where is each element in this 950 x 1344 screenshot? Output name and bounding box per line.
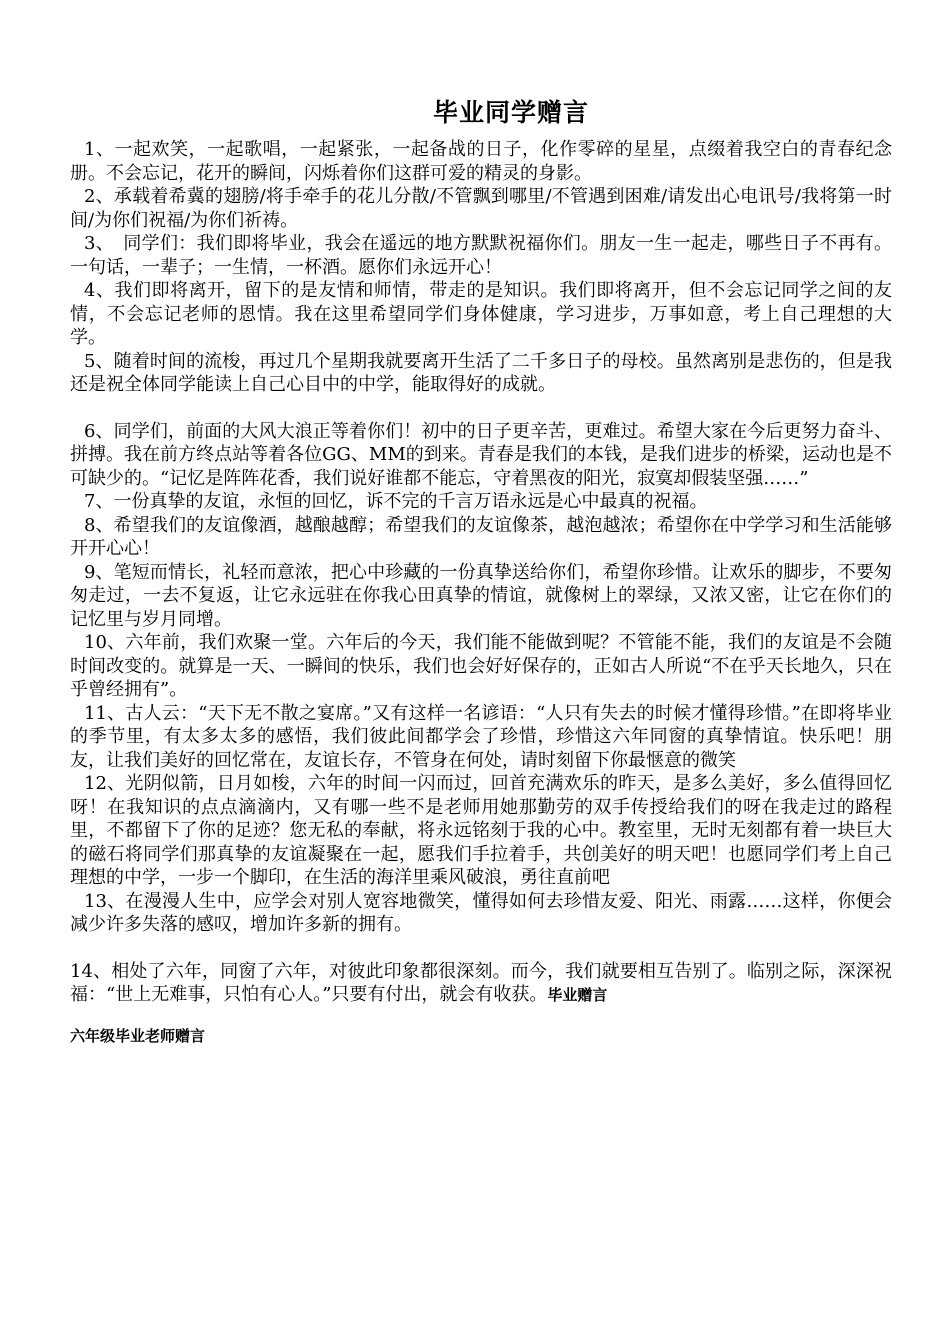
paragraph-6: 6、同学们，前面的大风大浪正等着你们！初中的日子更辛苦，更难过。希望大家在今后更努力奋斗、拼搏。我在前方终点站等着各位GG、MM的到来。青春是我们的本钱，是我们进步的桥梁，运动也是不可缺少的。“记忆是阵阵花香，我们说好谁都不能忘，守着黑夜的阳光，寂寞却假装坚强……” (70, 420, 892, 489)
document-title: 毕业同学赠言 (432, 98, 589, 127)
paragraph-12: 12、光阴似箭，日月如梭，六年的时间一闪而过，回首充满欢乐的昨天，是多么美好，多么值得回忆呀！在我知识的点点滴滴内，又有哪一些不是老师用她那勤劳的双手传授给我们的呀在我走过的路程里，不都留下了你的足迹？您无私的奉献，将永远铭刻于我的心中。教室里，无时无刻都有着一块巨大的磁石将同学们那真挚的友谊凝聚在一起，愿我们手拉着手，共创美好的明天吧！也愿同学们考上自己理想的中学，一步一个脚印，在生活的海洋里乘风破浪，勇往直前吧 (70, 773, 892, 888)
paragraph-8: 8、希望我们的友谊像酒，越酿越醇；希望我们的友谊像茶，越泡越浓；希望你在中学学习和生活能够开开心心！ (70, 514, 892, 559)
paragraph-14-text: 14、相处了六年，同窗了六年，对彼此印象都很深刻。而今，我们就要相互告别了。临别之际，深深祝福：“世上无难事，只怕有心人。”只要有付出，就会有收获。 (70, 960, 892, 1005)
paragraph-2: 2、承载着希冀的翅膀/将手牵手的花儿分散/不管飘到哪里/不管遇到困难/请发出心电讯号/我将第一时间/为你们祝福/为你们祈祷。 (70, 186, 892, 231)
footer-link-teacher-messages[interactable]: 六年级毕业老师赠言 (70, 1026, 206, 1045)
paragraph-5: 5、随着时间的流梭，再过几个星期我就要离开生活了二千多日子的母校。虽然离别是悲伤的，但是我还是祝全体同学能读上自己心目中的中学，能取得好的成就。 (70, 350, 892, 395)
paragraph-4: 4、我们即将离开，留下的是友情和师情，带走的是知识。我们即将离开，但不会忘记同学之间的友情，不会忘记老师的恩情。我在这里希望同学们身体健康，学习进步，万事如意，考上自己理想的大学。 (70, 280, 892, 348)
paragraph-spacer (70, 937, 892, 960)
paragraph-spacer (70, 397, 892, 420)
inline-link-graduation-messages[interactable]: 毕业赠言 (547, 986, 608, 1004)
paragraph-11: 11、古人云：“天下无不散之宴席。”又有这样一名谚语：“人只有失去的时候才懂得珍惜。”在即将毕业的季节里，有太多太多的感悟，我们彼此间都学会了珍惜，珍惜这六年同窗的真挚情谊。快乐吧！朋友，让我们美好的回忆常在，友谊长存，不管身在何处，请时刻留下你最惬意的微笑 (70, 702, 892, 771)
paragraph-1: 1、一起欢笑，一起歌唱，一起紧张，一起备战的日子，化作零碎的星星，点缀着我空白的青春纪念册。不会忘记，花开的瞬间，闪烁着你们这群可爱的精灵的身影。 (70, 139, 892, 184)
paragraph-10: 10、六年前，我们欢聚一堂。六年后的今天，我们能不能做到呢？不管能不能，我们的友谊是不会随时间改变的。就算是一天、一瞬间的快乐，我们也会好好保存的，正如古人所说“不在乎天长地久，只在乎曾经拥有”。 (70, 632, 892, 700)
paragraph-14 (70, 960, 892, 1008)
paragraph-9: 9、笔短而情长，礼轻而意浓，把心中珍藏的一份真挚送给你们，希望你珍惜。让欢乐的脚步，不要匆匆走过，一去不复返，让它永远驻在你我心田真挚的情谊，就像树上的翠绿，又浓又密，让它在你们的记忆里与岁月同增。 (70, 561, 892, 630)
paragraph-13: 13、在漫漫人生中，应学会对别人宽容地微笑，懂得如何去珍惜友爱、阳光、雨露……这样，你便会减少许多失落的感叹，增加许多新的拥有。 (70, 890, 892, 935)
paragraph-7: 7、一份真挚的友谊，永恒的回忆，诉不完的千言万语永远是心中最真的祝福。 (84, 491, 708, 512)
document-page (70, 96, 892, 1046)
paragraph-3: 3、 同学们：我们即将毕业，我会在遥远的地方默默祝福你们。朋友一生一起走，哪些日子不再有。一句话，一辈子；一生情，一杯酒。愿你们永远开心！ (70, 233, 892, 278)
